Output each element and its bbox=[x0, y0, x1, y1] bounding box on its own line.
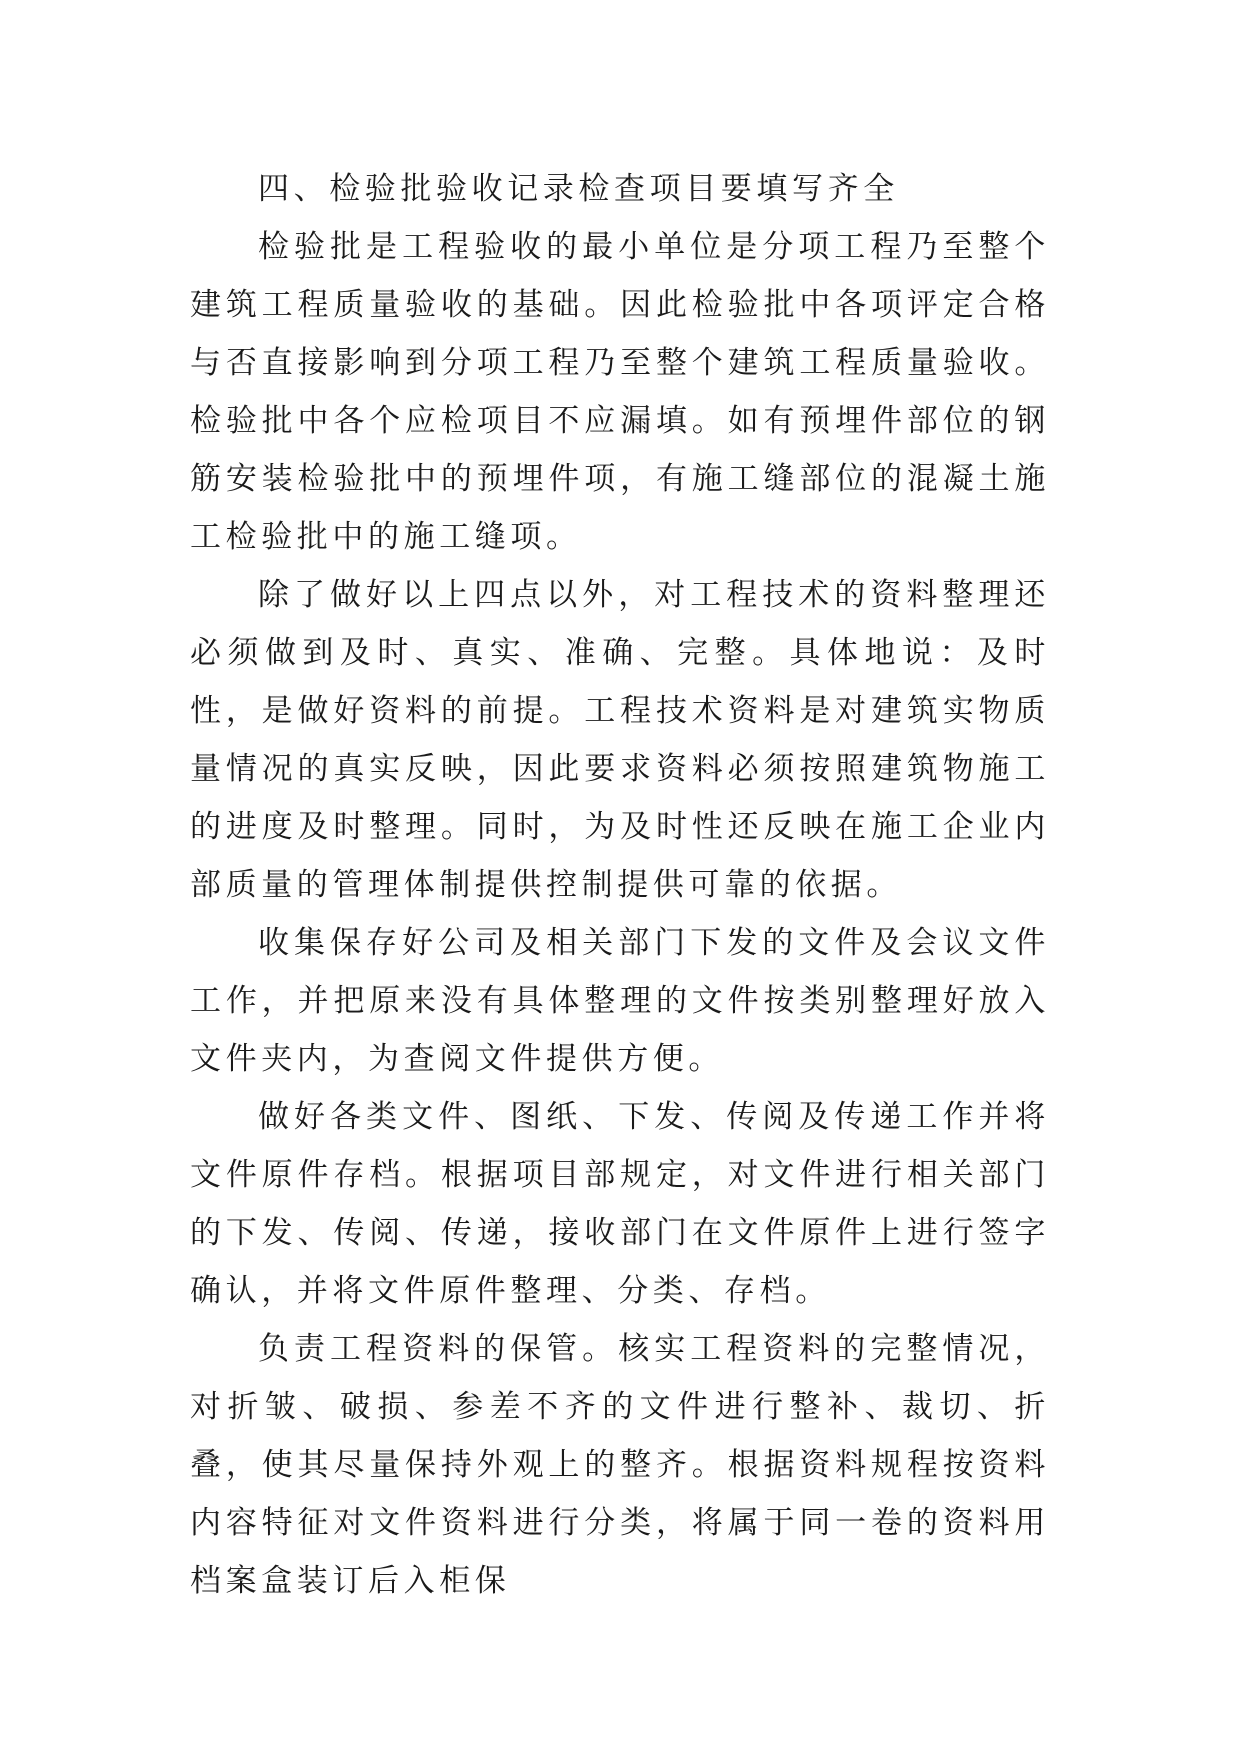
section-heading: 四、检验批验收记录检查项目要填写齐全 bbox=[258, 171, 899, 207]
paragraph-file-distribution: 做好各类文件、图纸、下发、传阅及传递工作并将文件原件存档。根据项目部规定，对文件进行相关部门的下发、传阅、传递，接收部门在文件原件上进行签字确认，并将文件原件整理、分类、存档。 bbox=[190, 1099, 1050, 1309]
paragraph-data-organization: 除了做好以上四点以外，对工程技术的资料整理还必须做到及时、真实、准确、完整。具体地说：及时性，是做好资料的前提。工程技术资料是对建筑实物质量情况的真实反映，因此要求资料必须按照建筑物施工的进度及时整理。同时，为及时性还反映在施工企业内部质量的管理体制提供控制提供可靠的依据。 bbox=[190, 577, 1050, 903]
document-body bbox=[190, 160, 1050, 1610]
paragraph-inspection-batch: 检验批是工程验收的最小单位是分项工程乃至整个建筑工程质量验收的基础。因此检验批中各项评定合格与否直接影响到分项工程乃至整个建筑工程质量验收。检验批中各个应检项目不应漏填。如有预埋件部位的钢筋安装检验批中的预埋件项，有施工缝部位的混凝土施工检验批中的施工缝项。 bbox=[190, 229, 1050, 555]
paragraph-data-custody: 负责工程资料的保管。核实工程资料的完整情况，对折皱、破损、参差不齐的文件进行整补、裁切、折叠，使其尽量保持外观上的整齐。根据资料规程按资料内容特征对文件资料进行分类，将属于同一卷的资料用档案盒装订后入柜保 bbox=[190, 1331, 1050, 1599]
paragraph-file-collection: 收集保存好公司及相关部门下发的文件及会议文件工作，并把原来没有具体整理的文件按类别整理好放入文件夹内，为查阅文件提供方便。 bbox=[190, 925, 1050, 1077]
